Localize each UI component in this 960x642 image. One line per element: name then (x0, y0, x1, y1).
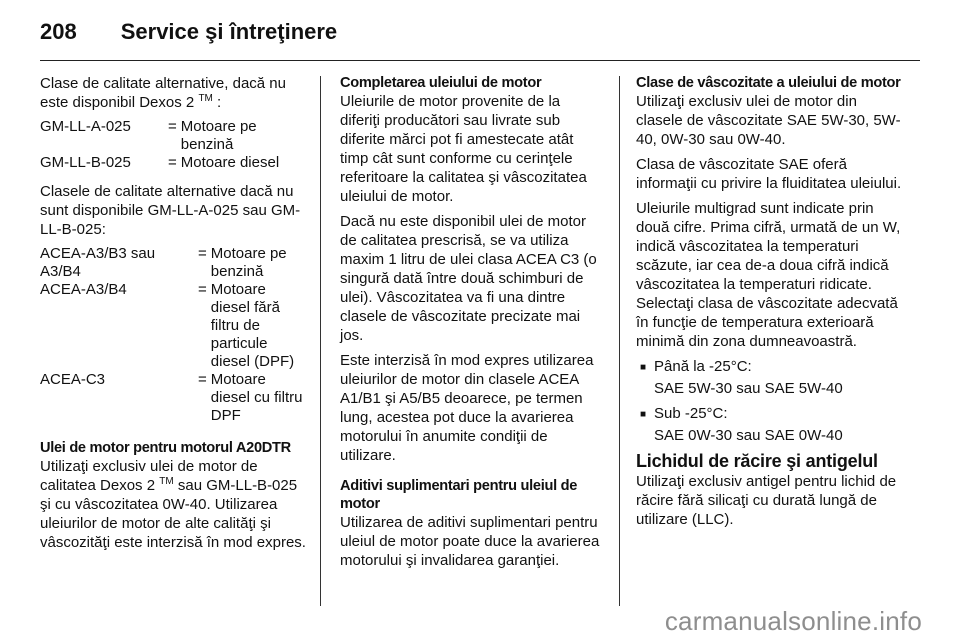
a20dtr-paragraph: Utilizaţi exclusiv ulei de motor de calitatea Dexos 2 ™ sau GM-LL-B-025 şi cu vâscozitatea 0W-40. Utilizarea uleiurilor de motor de alte calităţi şi vâscozităţi este interzisă în mod expres. (40, 458, 306, 551)
quality-table-alternative (40, 245, 308, 425)
topup-paragraph-2: Dacă nu este disponibil ulei de motor de calitatea prescrisă, se va utiliza maxim 1 litru de ulei clasa ACEA C3 (o singură dată între două schimburi de ulei). Vâscozitatea va fi una dintre clasele de vâscozitate precizate mai jos. (340, 213, 597, 344)
header-rule (40, 60, 920, 61)
viscosity-paragraph-2: Clasa de vâscozitate SAE oferă informaţii cu privire la fluiditatea uleiului. (636, 156, 902, 192)
column-2 (340, 74, 604, 576)
heading-viscosity: Clase de vâscozitate a uleiului de motor (636, 75, 901, 91)
column-divider-1 (320, 76, 321, 606)
heading-topup: Completarea uleiului de motor (340, 75, 542, 91)
trademark-sup: TM (159, 476, 174, 487)
table-row: ACEA-C3 = Motoare diesel cu filtru DPF (40, 371, 303, 424)
list-item: ■ Sub -25°C: (636, 404, 904, 424)
square-bullet-icon: ■ (640, 409, 647, 420)
column-3 (636, 74, 904, 535)
trademark-sup: TM (198, 93, 213, 104)
heading-a20dtr: Ulei de motor pentru motorul A20DTR (40, 440, 291, 456)
topup-paragraph-1: Uleiurile de motor provenite de la diferiţi producători sau livrate sub diferite mărci pot fi amestecate atât timp cât sunt conforme cu cerinţele referitoare la calitatea şi vâscozitatea uleiului de motor. (340, 93, 587, 205)
column-divider-2 (619, 76, 620, 606)
table-row: ACEA-A3/B3 sau A3/B4 = Motoare pe benzină (40, 245, 287, 280)
viscosity-paragraph-3: Uleiurile multigrad sunt indicate prin două cifre. Prima cifră, urmată de un W, indică vâscozitatea la temperaturi scăzute, iar cea de-a doua cifră indică vâscozitatea la temperaturi ridicate. Selectaţi clasa de vâscozitate adecvată în funcţie de temperatura exterioară minimă din zona dumneavoastră. (636, 200, 901, 350)
list-item-value: SAE 5W-30 sau SAE 5W-40 (654, 380, 843, 397)
additives-paragraph: Utilizarea de aditivi suplimentari pentru uleiul de motor poate duce la avarierea motorului şi invalidarea garanţiei. (340, 514, 600, 569)
alternative-paragraph: Clasele de calitate alternative dacă nu sunt disponibile GM-LL-A-025 sau GM-LL-B-025: (40, 183, 301, 238)
table-row: GM-LL-A-025 = Motoare pe benzină (40, 118, 257, 153)
heading-coolant: Lichidul de răcire şi antigelul (636, 451, 878, 471)
heading-additives: Aditivi suplimentari pentru uleiul de motor (340, 478, 578, 512)
list-item: ■ Până la -25°C: (636, 357, 904, 377)
intro-paragraph: Clase de calitate alternative, dacă nu este disponibil Dexos 2 ™ : (40, 75, 286, 111)
page-number: 208 (40, 19, 77, 44)
table-row: GM-LL-B-025 = Motoare diesel (40, 154, 280, 171)
page-title: Service şi întreţinere (120, 19, 338, 44)
viscosity-paragraph-1: Utilizaţi exclusiv ulei de motor din clasele de vâscozitate SAE 5W-30, 5W-40, 0W-30 sau 0W-40. (636, 93, 901, 148)
list-item-value: SAE 0W-30 sau SAE 0W-40 (654, 427, 843, 444)
page-header (40, 14, 337, 50)
table-row: ACEA-A3/B4 = Motoare diesel fără filtru de particule diesel (DPF) (40, 281, 295, 370)
square-bullet-icon: ■ (640, 362, 647, 373)
topup-paragraph-3: Este interzisă în mod expres utilizarea uleiurilor de motor din clasele ACEA A1/B1 şi A5/B5 deoarece, pe termen lung, acestea pot duce la avarierea motorului în anumite condiţii de utilizare. (340, 352, 594, 464)
column-1 (40, 74, 308, 558)
quality-table-primary (40, 118, 308, 172)
coolant-paragraph: Utilizaţi exclusiv antigel pentru lichid de răcire fără silicaţi cu durată lungă de utilizare (LLC). (636, 473, 897, 528)
watermark: carmanualsonline.info (664, 606, 922, 636)
